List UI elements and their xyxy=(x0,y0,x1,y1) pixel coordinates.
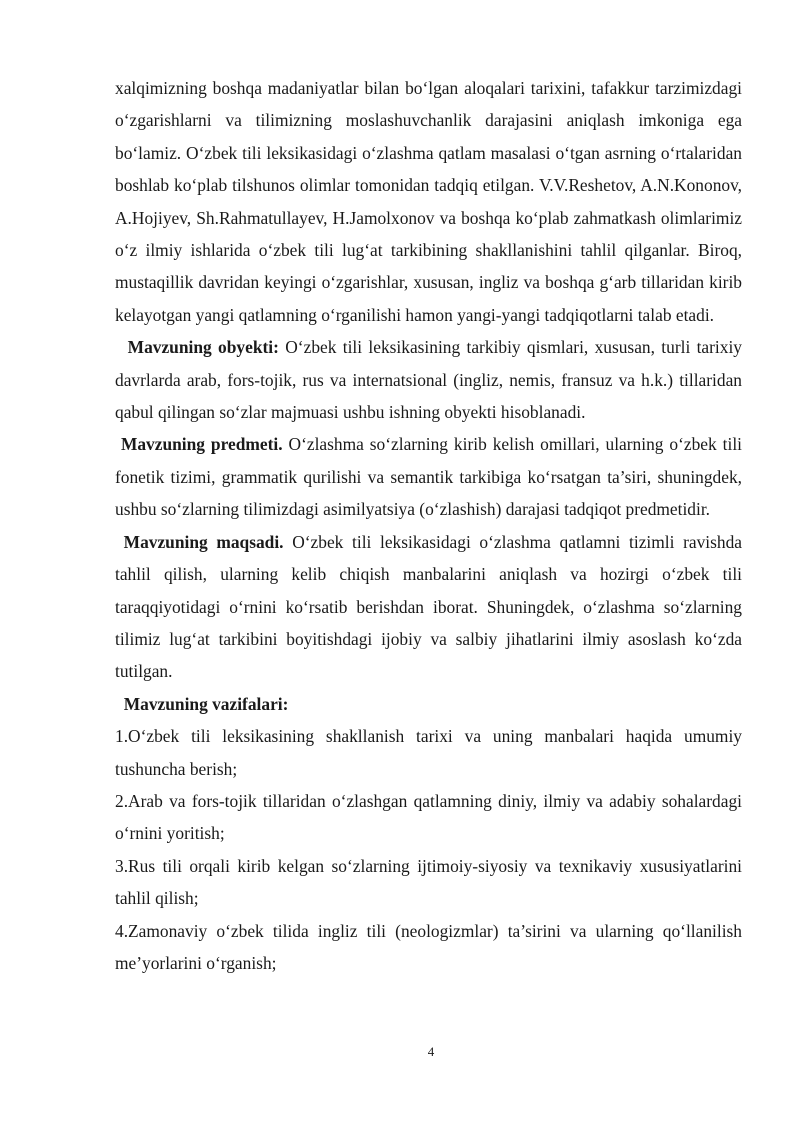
tasks-heading: Mavzuning vazifalari: xyxy=(123,693,289,714)
page-number: 4 xyxy=(427,1044,435,1059)
tasks-heading-paragraph xyxy=(115,688,742,720)
goal-heading: Mavzuning maqsadi. xyxy=(123,531,284,552)
intro-paragraph: xalqimizning boshqa madaniyatlar bilan bo‘lgan aloqalari tarixini, tafakkur tarzimizdagi o‘zgarishlarni va tilimizning moslashuvchanlik darajasini aniqlash imkoniga ega bo‘lamiz. O‘zbek tili leksikasidagi o‘zlashma qatlam masalasi o‘tgan asrning o‘rtalaridan boshlab ko‘plab tilshunos olimlar tomonidan tadqiq etilgan. V.V.Reshetov, A.N.Kononov, A.Hojiyev, Sh.Rahmatullayev, H.Jamolxonov va boshqa ko‘plab zahmatkash olimlarimiz o‘z ilmiy ishlarida o‘zbek tili lug‘at tarkibining shakllanishini tahlil qilganlar. Biroq, mustaqillik davridan keyingi o‘zgarishlar, xususan, ingliz va boshqa g‘arb tillaridan kirib kelayotgan yangi qatlamning o‘rganilishi hamon yangi-yangi tadqiqotlarni talab etadi. xyxy=(115,78,742,325)
subject-paragraph xyxy=(115,428,742,525)
object-heading: Mavzuning obyekti: xyxy=(127,337,279,358)
object-paragraph xyxy=(115,331,742,428)
task-item-1: 1.O‘zbek tili leksikasining shakllanish tarixi va uning manbalari haqida umumiy tushuncha berish; xyxy=(115,726,742,779)
subject-text: O‘zlashma so‘zlarning kirib kelish omillari, ularning o‘zbek tili fonetik tizimi, grammatik qurilishi va semantik tarkibiga ko‘rsatgan ta’siri, shuningdek, ushbu so‘zlarning tilimizdagi asimilyatsiya (o‘zlashish) darajasi tadqiqot predmetidir. xyxy=(115,434,742,520)
task-item-2: 2.Arab va fors-tojik tillaridan o‘zlashgan qatlamning diniy, ilmiy va adabiy sohalardagi o‘rnini yoritish; xyxy=(115,790,742,844)
task-item-3: 3.Rus tili orqali kirib kelgan so‘zlarning ijtimoiy-siyosiy va texnikaviy xususiyatlarini tahlil qilish; xyxy=(115,855,742,909)
document-page xyxy=(115,72,742,979)
subject-heading: Mavzuning predmeti. xyxy=(120,434,283,455)
task-item-4: 4.Zamonaviy o‘zbek tilida ingliz tili (neologizmlar) ta’sirini va ularning qo‘llanilish me’yorlarini o‘rganish; xyxy=(115,920,742,973)
goal-paragraph xyxy=(115,526,742,688)
goal-text: O‘zbek tili leksikasidagi o‘zlashma qatlamni tizimli ravishda tahlil qilish, ularning kelib chiqish manbalarini aniqlash va hozirgi o‘zbek tili taraqqiyotidagi o‘rnini ko‘rsatib berishdan iborat. Shuningdek, o‘zlashma so‘zlarning tilimiz lug‘at tarkibini boyitishdagi ijobiy va salbiy jihatlarini ilmiy asoslash ko‘zda tutilgan. xyxy=(115,531,742,682)
object-text: O‘zbek tili leksikasining tarkibiy qismlari, xususan, turli tarixiy davrlarda arab, fors-tojik, rus va internatsional (ingliz, nemis, fransuz va h.k.) tillaridan qabul qilingan so‘zlar majmuasi ushbu ishning obyekti hisoblanadi. xyxy=(115,337,742,423)
